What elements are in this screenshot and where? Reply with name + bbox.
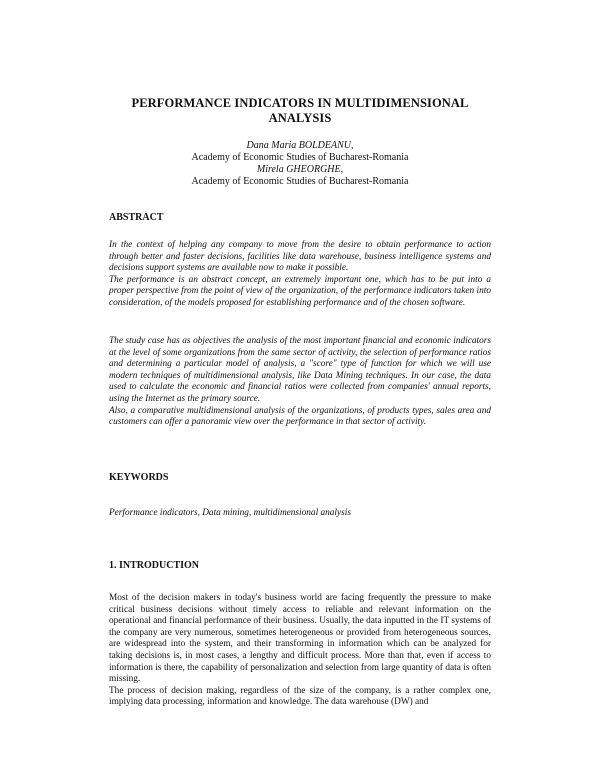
keywords-heading: KEYWORDS xyxy=(109,472,169,483)
author-name: Dana Maria BOLDEANU, xyxy=(246,140,354,151)
author-name: Mirela GHEORGHE, xyxy=(256,164,344,175)
author-affiliation: Academy of Economic Studies of Bucharest-Romania xyxy=(191,176,409,187)
abstract-paragraph: Also, a comparative multidimensional analysis of the organizations, of products types, sales area and customers can offer a panoramic view over the performance in that sector of activity. xyxy=(109,405,491,428)
abstract-body-2 xyxy=(109,336,491,429)
keywords-text: Performance indicators, Data mining, multidimensional analysis xyxy=(109,508,351,518)
intro-paragraph: The process of decision making, regardless of the size of the company, is a rather complex one, implying data processing, information and knowledge. The data warehouse (DW) and xyxy=(109,685,491,708)
paper-title xyxy=(109,96,491,126)
abstract-paragraph: The performance is an abstract concept, an extremely important one, which has to be put into a proper perspective from the point of view of the organization, of the performance indicators taken into consideration, of the models proposed for establishing performance and of the chosen software. xyxy=(109,274,491,308)
abstract-body xyxy=(109,240,491,310)
author-block xyxy=(109,140,491,188)
abstract-heading: ABSTRACT xyxy=(109,212,164,223)
abstract-paragraph: The study case has as objectives the analysis of the most important financial and economic indicators at the level of some organizations from the same sector of activity, the selection of performance ratios and determining a particular model of analysis, a "score" type of function for which we will use modern techniques of multidimensional analysis, like Data Mining techniques. In our case, the data used to calculate the economic and financial ratios were collected from companies' annual reports, using the Internet as the primary source. xyxy=(109,336,491,404)
title-line-1: PERFORMANCE INDICATORS IN MULTIDIMENSIONAL xyxy=(131,96,469,110)
introduction-body xyxy=(109,593,491,709)
title-line-2: ANALYSIS xyxy=(268,111,332,125)
abstract-paragraph: In the context of helping any company to move from the desire to obtain performance to action through better and faster decisions, facilities like data warehouse, business intelligence systems and decisions support systems are available now to make it possible. xyxy=(109,240,491,274)
author-affiliation: Academy of Economic Studies of Bucharest-Romania xyxy=(191,152,409,163)
introduction-heading: 1. INTRODUCTION xyxy=(109,560,200,571)
intro-paragraph: Most of the decision makers in today's business world are facing frequently the pressure to make critical business decisions without timely access to reliable and relevant information on the operational and financial performance of their business. Usually, the data inputted in the IT systems of the company are very numerous, sometimes heterogeneous or provided from heterogeneous sources, are widespread into the system, and their transforming in information which can be analyzed for taking decisions is, in most cases, a lengthy and difficult process. More than that, even if access to information is there, the capability of personalization and selection from large quantity of data is often missing. xyxy=(109,593,491,685)
